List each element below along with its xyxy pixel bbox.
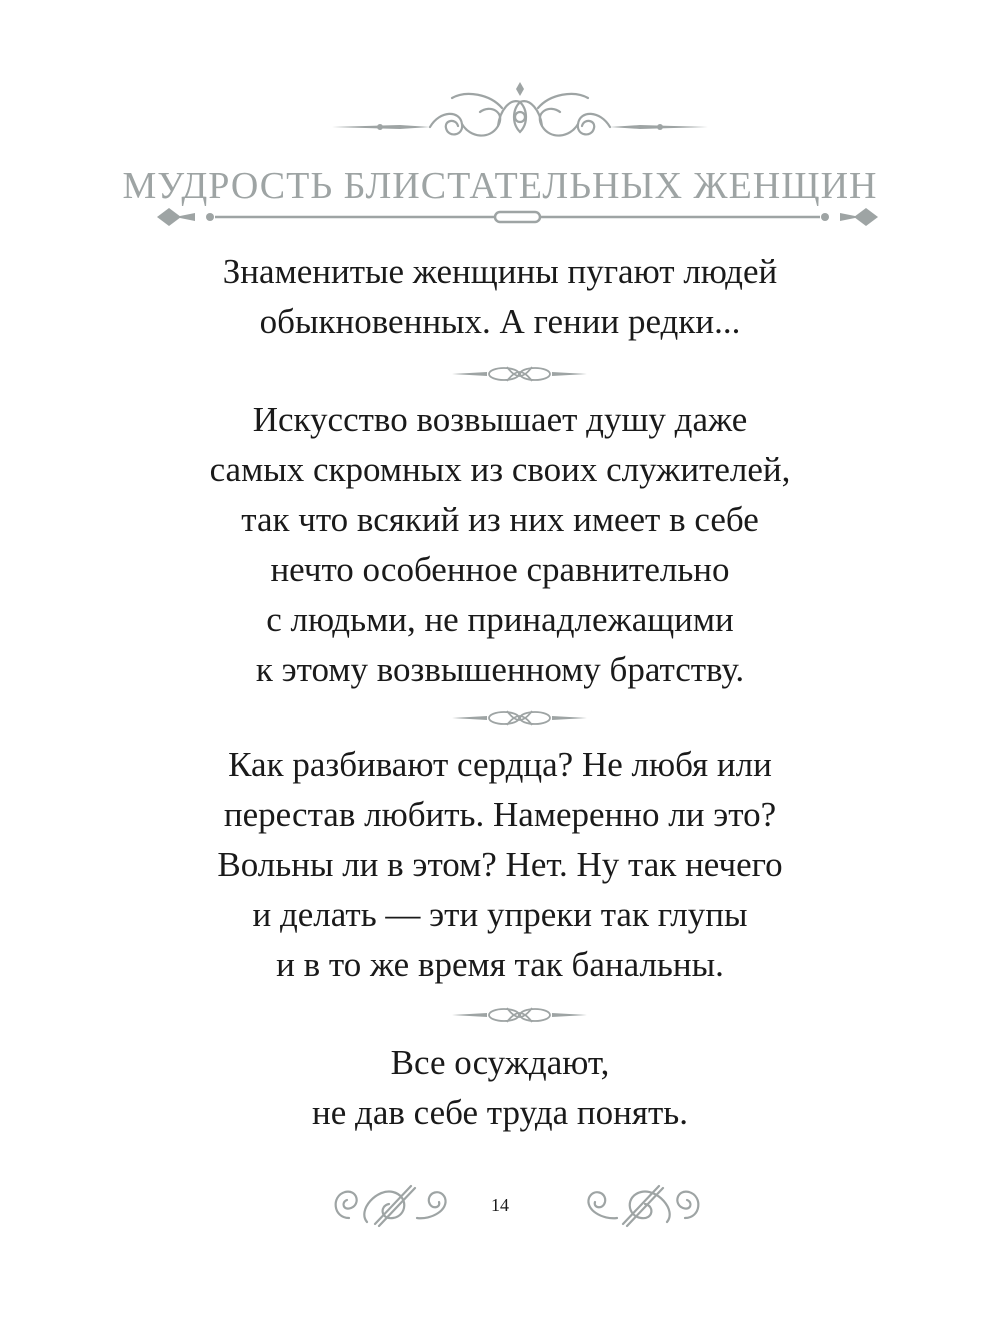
quote-2 bbox=[0, 395, 1000, 695]
quote-line: так что всякий из них имеет в себе bbox=[241, 500, 759, 539]
divider-ornament bbox=[452, 1004, 587, 1026]
quote-line: с людьми, не принадлежащими bbox=[266, 600, 734, 639]
quote-1 bbox=[0, 247, 1000, 347]
footer-swirl-left-ornament bbox=[327, 1180, 457, 1228]
quote-4 bbox=[0, 1038, 1000, 1138]
quote-line: Вольны ли в этом? Нет. Ну так нечего bbox=[217, 845, 783, 884]
title-rule-ornament bbox=[155, 202, 880, 232]
quote-line: и делать — эти упреки так глупы bbox=[252, 895, 748, 934]
quote-3 bbox=[0, 740, 1000, 990]
quote-line: Знаменитые женщины пугают людей bbox=[222, 252, 778, 291]
quote-line: не дав себе труда понять. bbox=[312, 1093, 688, 1132]
divider-ornament bbox=[452, 707, 587, 729]
quote-line: перестав любить. Намеренно ли это? bbox=[223, 795, 777, 834]
quote-line: Все осуждают, bbox=[390, 1043, 610, 1082]
quote-line: самых скромных из своих служителей, bbox=[209, 450, 791, 489]
header-flourish-ornament bbox=[330, 80, 710, 150]
footer-swirl-right-ornament bbox=[577, 1180, 707, 1228]
quote-line: нечто особенное сравнительно bbox=[270, 550, 730, 589]
quote-line: и в то же время так банальны. bbox=[276, 945, 724, 984]
running-title: МУДРОСТЬ БЛИСТАТЕЛЬНЫХ ЖЕНЩИН bbox=[122, 165, 878, 207]
page-number: 14 bbox=[491, 1195, 509, 1215]
quote-line: Как разбивают сердца? Не любя или bbox=[228, 745, 772, 784]
quote-line: Искусство возвышает душу даже bbox=[252, 400, 748, 439]
divider-ornament bbox=[452, 363, 587, 385]
quote-line: к этому возвышенному братству. bbox=[255, 650, 745, 689]
quote-line: обыкновенных. А гении редки... bbox=[259, 302, 741, 341]
